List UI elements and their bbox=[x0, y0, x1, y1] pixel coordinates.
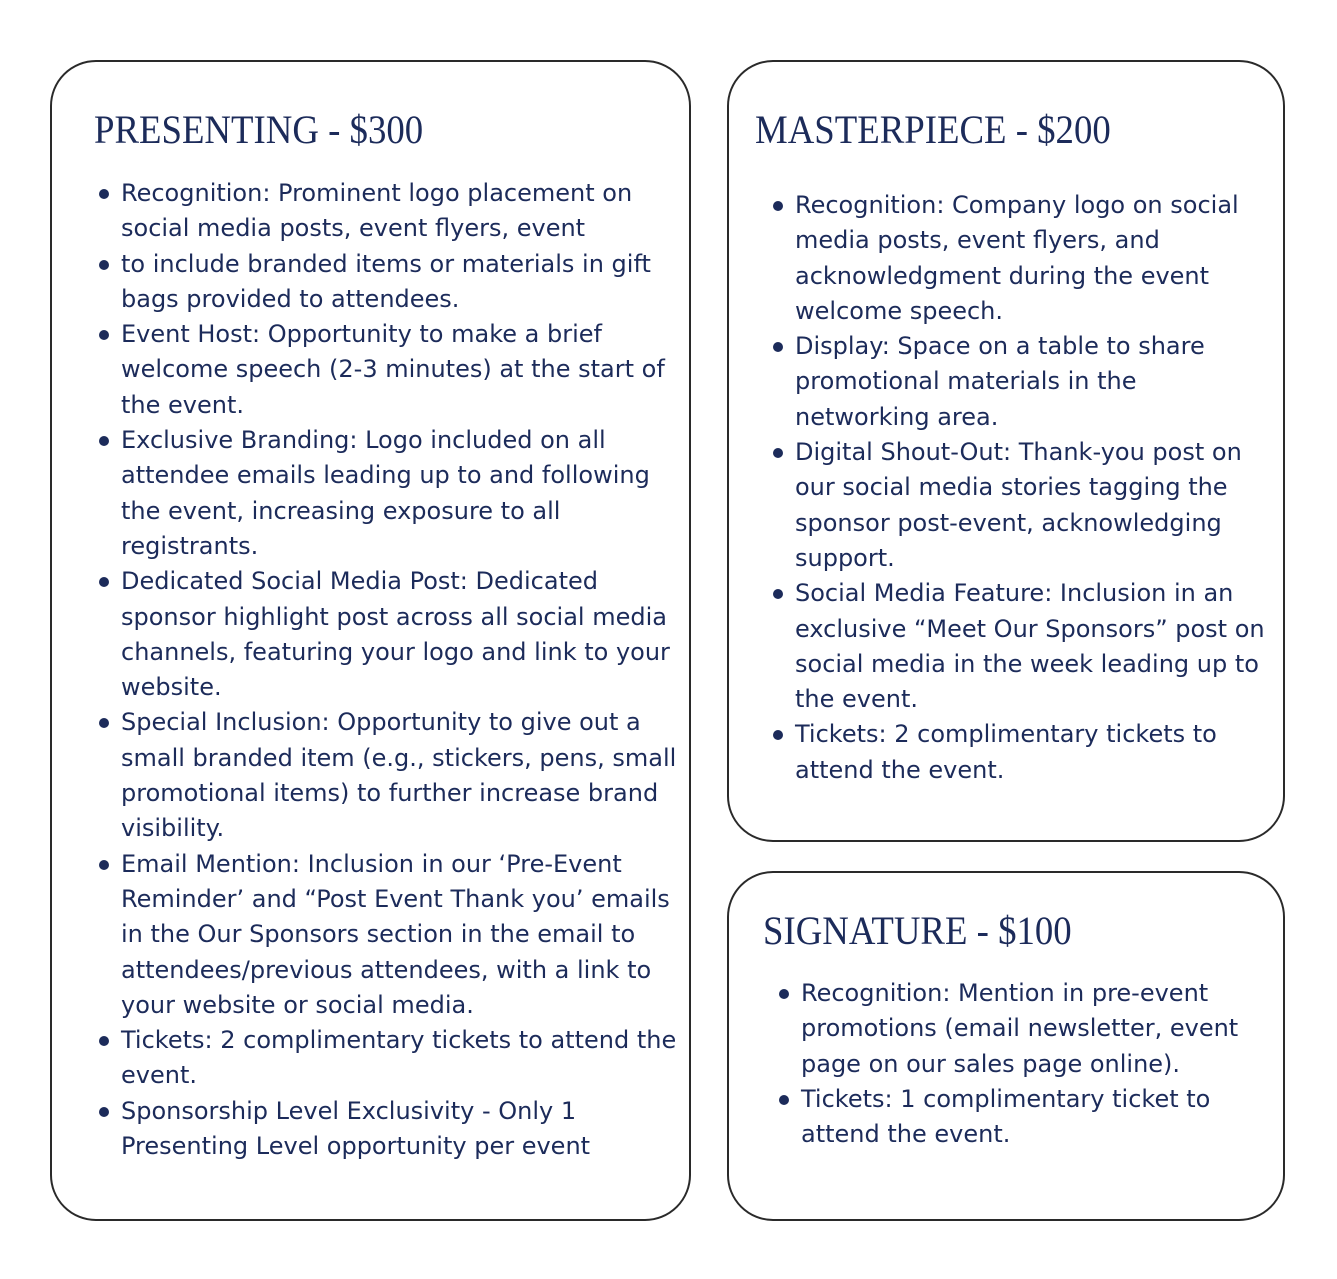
list-item bbox=[121, 1023, 691, 1094]
benefit-text: Event Host: Opportunity to make a brief welcome speech (2-3 minutes) at the start of the event. bbox=[121, 320, 665, 419]
signature-benefits-list bbox=[774, 976, 1241, 1152]
list-item bbox=[795, 717, 1275, 788]
signature-tier-card bbox=[727, 871, 1285, 1221]
list-item bbox=[795, 576, 1275, 717]
list-item bbox=[801, 976, 1241, 1082]
signature-tier-title: SIGNATURE - $100 bbox=[763, 908, 1072, 953]
list-item bbox=[121, 847, 691, 1023]
benefit-text: Special Inclusion: Opportunity to give out a small branded item (e.g., stickers, pens, small promotional items) to further increase brand visibility. bbox=[121, 708, 677, 843]
benefit-text: Tickets: 2 complimentary tickets to attend the event. bbox=[121, 1026, 677, 1090]
benefit-text: Tickets: 2 complimentary tickets to attend the event. bbox=[795, 720, 1217, 784]
benefit-text: Display: Space on a table to share promotional materials in the networking area. bbox=[795, 332, 1205, 431]
benefit-text: Digital Shout-Out: Thank-you post on our social media stories tagging the sponsor post-event, acknowledging support. bbox=[795, 438, 1242, 572]
list-item bbox=[121, 317, 691, 423]
list-item bbox=[121, 423, 691, 564]
list-item bbox=[795, 329, 1275, 435]
presenting-tier-card bbox=[50, 60, 691, 1221]
masterpiece-tier-title: MASTERPIECE - $200 bbox=[755, 107, 1111, 152]
masterpiece-benefits-list bbox=[768, 188, 1275, 788]
benefit-text: to include branded items or materials in gift bags provided to attendees. bbox=[121, 249, 651, 313]
benefit-text: Exclusive Branding: Logo included on all attendee emails leading up to and following the event, increasing exposure to all registrants. bbox=[121, 426, 650, 560]
benefit-text: Recognition: Mention in pre-event promotions (email newsletter, event page on our sales page online). bbox=[801, 979, 1239, 1078]
masterpiece-tier-card bbox=[727, 60, 1285, 842]
presenting-benefits-list bbox=[94, 176, 691, 1164]
benefit-text: Recognition: Company logo on social media posts, event flyers, and acknowledgment during the event welcome speech. bbox=[795, 191, 1239, 325]
benefit-text: Recognition: Prominent logo placement on social media posts, event flyers, event bbox=[121, 179, 633, 243]
list-item bbox=[121, 176, 691, 247]
list-item bbox=[795, 435, 1275, 576]
benefit-text: Email Mention: Inclusion in our ‘Pre-Event Reminder’ and “Post Event Thank you’ emails in the Our Sponsors section in the email to attendees/previous attendees, with a link to your website or social media. bbox=[121, 849, 670, 1019]
list-item bbox=[795, 188, 1275, 329]
benefit-text: Social Media Feature: Inclusion in an exclusive “Meet Our Sponsors” post on social media in the week leading up to the event. bbox=[795, 579, 1265, 714]
benefit-text: Dedicated Social Media Post: Dedicated sponsor highlight post across all social media channels, featuring your logo and link to your website. bbox=[121, 567, 670, 702]
list-item bbox=[121, 705, 691, 846]
benefit-text: Tickets: 1 complimentary ticket to attend the event. bbox=[801, 1084, 1211, 1149]
list-item bbox=[801, 1082, 1241, 1153]
presenting-tier-title: PRESENTING - $300 bbox=[94, 107, 424, 152]
list-item bbox=[121, 247, 691, 318]
benefit-text: Sponsorship Level Exclusivity - Only 1 Presenting Level opportunity per event bbox=[121, 1096, 591, 1161]
list-item bbox=[121, 564, 691, 705]
list-item bbox=[121, 1094, 691, 1165]
